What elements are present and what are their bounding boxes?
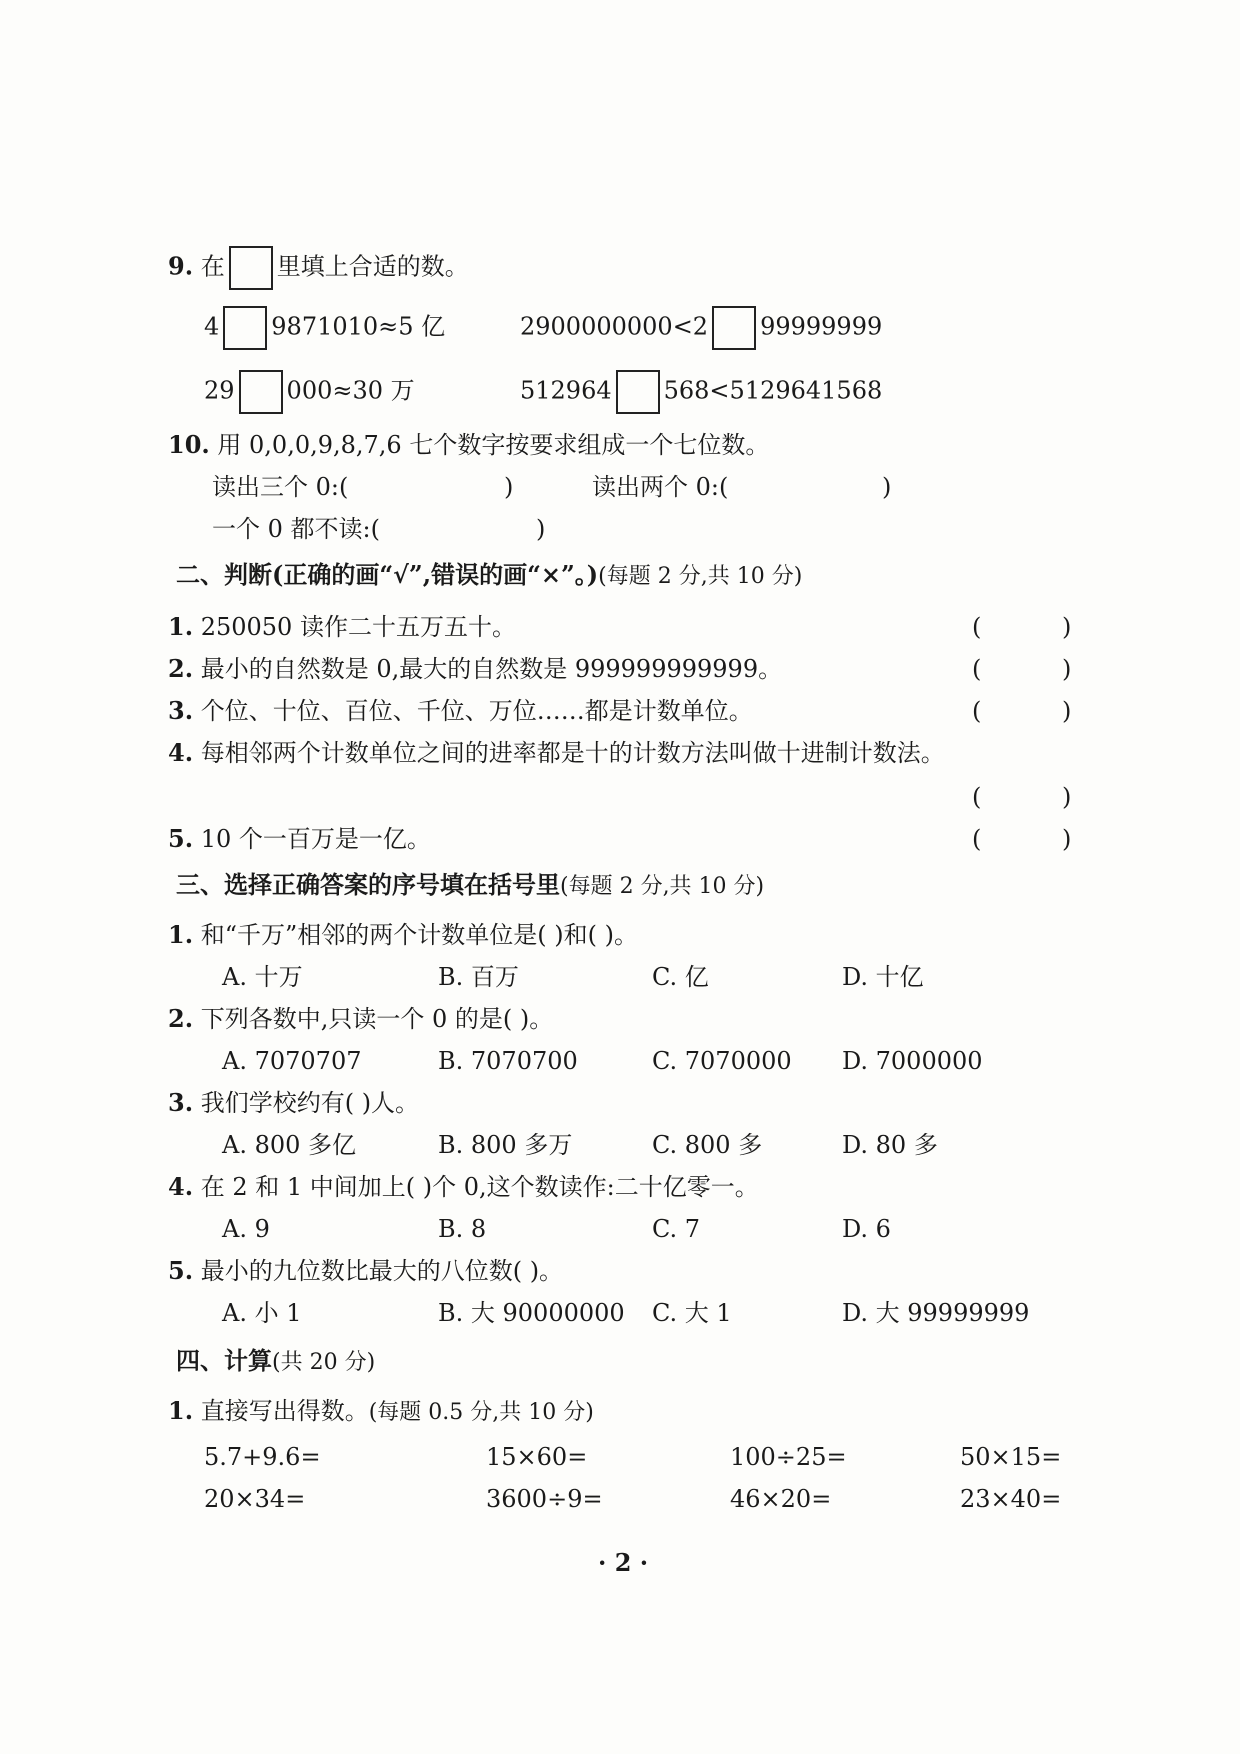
choice-question: [168, 1170, 759, 1204]
answer-box[interactable]: [223, 306, 267, 350]
choice-question: [168, 1086, 419, 1120]
choice-option-b[interactable]: B. 800 多万: [438, 1131, 573, 1159]
answer-paren-close: ): [1062, 783, 1072, 811]
choice-option-c[interactable]: C. 7070000: [652, 1047, 792, 1075]
choice-option-c[interactable]: C. 亿: [652, 963, 709, 991]
judge-number: 4.: [168, 738, 194, 767]
choice-option-a[interactable]: A. 十万: [222, 963, 303, 991]
q10-text: 用 0,0,0,9,8,7,6 七个数字按要求组成一个七位数。: [217, 431, 770, 459]
choice-option-b[interactable]: B. 8: [438, 1215, 487, 1243]
q9-d-post: 568<5129641568: [663, 376, 883, 405]
choice-option-d[interactable]: D. 80 多: [842, 1131, 938, 1159]
calc-question: [168, 1394, 594, 1430]
choice-option-b[interactable]: B. 7070700: [438, 1047, 578, 1075]
choice-number: 4.: [168, 1172, 194, 1201]
choice-text: 和“千万”相邻的两个计数单位是( )和( )。: [200, 921, 638, 949]
judge-item: [168, 736, 945, 770]
q9-b-pre: 2900000000<2: [520, 312, 709, 341]
section-2-title: 二、判断(正确的画“√”,错误的画“×”。): [176, 560, 599, 589]
answer-paren-open[interactable]: (: [972, 825, 982, 853]
calc-item[interactable]: 20×34=: [204, 1485, 306, 1513]
judge-text: 个位、十位、百位、千位、万位……都是计数单位。: [200, 697, 753, 725]
answer-box[interactable]: [712, 306, 756, 350]
q9-number: 9.: [168, 251, 194, 281]
choice-number: 5.: [168, 1256, 194, 1285]
q9-text-pre: 在: [200, 252, 225, 281]
section-2-header: [176, 558, 802, 594]
choice-option-d[interactable]: D. 7000000: [842, 1047, 983, 1075]
choice-option-b[interactable]: B. 大 90000000: [438, 1299, 625, 1327]
choice-option-b[interactable]: B. 百万: [438, 963, 519, 991]
calc-score: (每题 0.5 分,共 10 分): [368, 1400, 594, 1425]
calc-item[interactable]: 3600÷9=: [486, 1485, 603, 1513]
q10-number: 10.: [168, 430, 210, 459]
choice-question: [168, 918, 638, 952]
q10-read-three: 读出三个 0:(: [212, 473, 349, 501]
judge-number: 3.: [168, 696, 194, 725]
judge-number: 1.: [168, 612, 194, 641]
choice-number: 2.: [168, 1004, 194, 1033]
choice-number: 3.: [168, 1088, 194, 1117]
judge-text: 10 个一百万是一亿。: [200, 825, 431, 853]
q9-d-pre: 512964: [520, 376, 612, 405]
q9-item-d: [520, 370, 882, 414]
answer-paren-open[interactable]: (: [972, 655, 982, 683]
q10-read-none-close: ): [536, 515, 546, 543]
choice-number: 1.: [168, 920, 194, 949]
q9-a-post: 9871010≈5 亿: [271, 312, 446, 341]
choice-option-a[interactable]: A. 小 1: [222, 1299, 302, 1327]
q10-read-two-close: ): [882, 473, 892, 501]
q9-c-pre: 29: [204, 376, 235, 405]
section-3-title: 三、选择正确答案的序号填在括号里: [176, 870, 560, 899]
choice-option-c[interactable]: C. 7: [652, 1215, 701, 1243]
q9-c-post: 000≈30 万: [286, 376, 415, 405]
answer-paren-open[interactable]: (: [972, 697, 982, 725]
choice-option-d[interactable]: D. 大 99999999: [842, 1299, 1030, 1327]
judge-number: 5.: [168, 824, 194, 853]
judge-item: [168, 822, 431, 856]
choice-text: 下列各数中,只读一个 0 的是( )。: [200, 1005, 554, 1033]
section-3-score: (每题 2 分,共 10 分): [560, 874, 765, 899]
choice-option-d[interactable]: D. 6: [842, 1215, 891, 1243]
answer-box[interactable]: [229, 246, 273, 290]
calc-item[interactable]: 100÷25=: [730, 1443, 847, 1471]
page-number: · 2 ·: [598, 1548, 649, 1577]
calc-item[interactable]: 23×40=: [960, 1485, 1062, 1513]
calc-number: 1.: [168, 1396, 194, 1425]
answer-paren-close: ): [1062, 655, 1072, 683]
choice-text: 我们学校约有( )人。: [200, 1089, 420, 1117]
judge-item: [168, 652, 782, 686]
judge-item: [168, 694, 753, 728]
section-3-header: [176, 868, 764, 904]
choice-option-d[interactable]: D. 十亿: [842, 963, 924, 991]
calc-item[interactable]: 5.7+9.6=: [204, 1443, 321, 1471]
answer-paren-close: ): [1062, 825, 1072, 853]
section-4-title: 四、计算: [176, 1346, 272, 1375]
calc-item[interactable]: 50×15=: [960, 1443, 1062, 1471]
calc-text: 直接写出得数。: [200, 1397, 369, 1425]
judge-number: 2.: [168, 654, 194, 683]
answer-box[interactable]: [239, 370, 283, 414]
q9-prompt: [168, 246, 469, 290]
q9-item-a: [204, 306, 445, 350]
judge-text: 250050 读作二十五万五十。: [200, 613, 516, 641]
calc-item[interactable]: 46×20=: [730, 1485, 832, 1513]
choice-option-a[interactable]: A. 800 多亿: [222, 1131, 357, 1159]
judge-item: [168, 610, 516, 644]
calc-item[interactable]: 15×60=: [486, 1443, 588, 1471]
q9-a-pre: 4: [204, 312, 220, 341]
q10-read-three-close: ): [504, 473, 514, 501]
choice-text: 在 2 和 1 中间加上( )个 0,这个数读作:二十亿零一。: [200, 1173, 759, 1201]
choice-option-c[interactable]: C. 大 1: [652, 1299, 732, 1327]
judge-text: 每相邻两个计数单位之间的进率都是十的计数方法叫做十进制计数法。: [200, 739, 945, 767]
q9-item-c: [204, 370, 415, 414]
answer-paren-close: ): [1062, 613, 1072, 641]
choice-question: [168, 1002, 553, 1036]
answer-paren-close: ): [1062, 697, 1072, 725]
q9-item-b: [520, 306, 882, 350]
section-4-header: [176, 1344, 375, 1380]
answer-box[interactable]: [616, 370, 660, 414]
q10-read-two: 读出两个 0:(: [592, 473, 729, 501]
q10-prompt: [168, 428, 769, 462]
choice-option-a[interactable]: A. 9: [222, 1215, 270, 1243]
choice-question: [168, 1254, 563, 1288]
section-4-score: (共 20 分): [272, 1350, 376, 1375]
choice-option-a[interactable]: A. 7070707: [222, 1047, 362, 1075]
section-2-score: (每题 2 分,共 10 分): [598, 564, 803, 589]
q9-b-post: 99999999: [760, 312, 883, 341]
choice-text: 最小的九位数比最大的八位数( )。: [200, 1257, 564, 1285]
answer-paren-open[interactable]: (: [972, 783, 982, 811]
choice-option-c[interactable]: C. 800 多: [652, 1131, 763, 1159]
q10-read-none: 一个 0 都不读:(: [212, 515, 380, 543]
answer-paren-open[interactable]: (: [972, 613, 982, 641]
q9-text-post: 里填上合适的数。: [276, 252, 469, 281]
judge-text: 最小的自然数是 0,最大的自然数是 999999999999。: [200, 655, 783, 683]
